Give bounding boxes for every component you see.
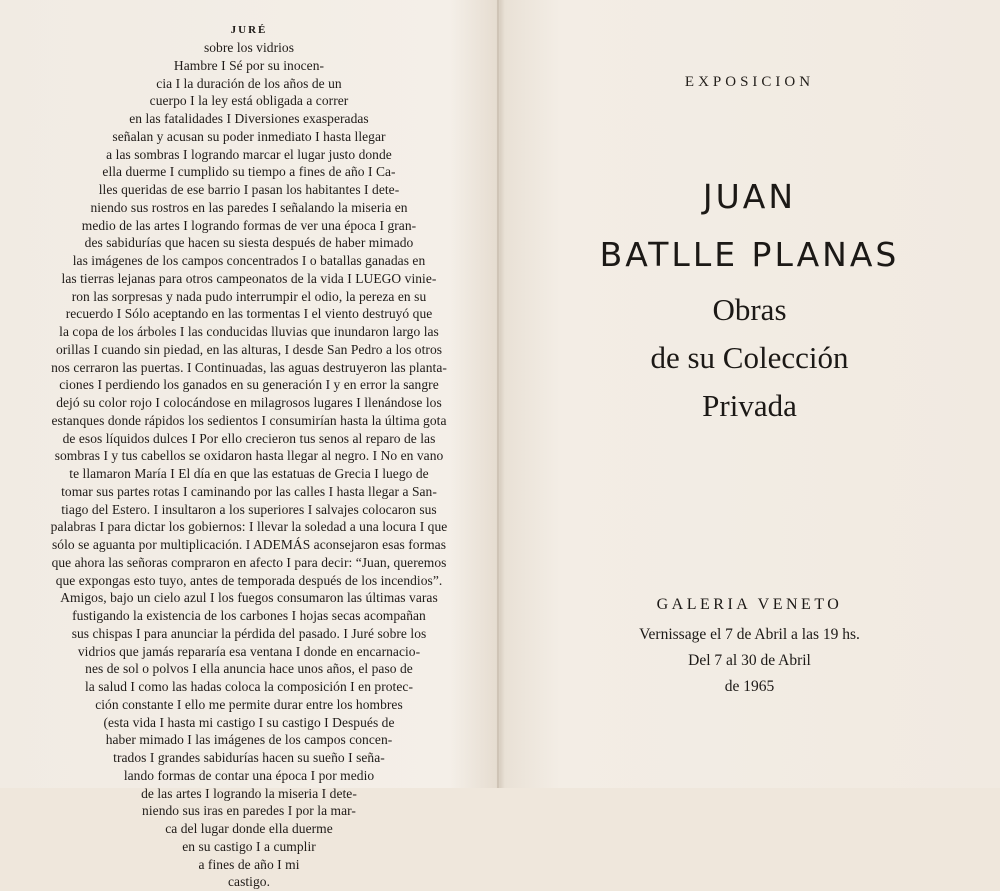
poem-line: lles queridas de ese barrio I pasan los habitantes I dete- bbox=[98, 182, 400, 197]
poem-line: que expongas esto tuyo, antes de temporada después de los incendios”. bbox=[55, 572, 443, 588]
poem-line: ron las sorpresas y nada pudo interrumpir el odio, la pereza en su bbox=[71, 288, 427, 304]
poem-line: te llamaron María I El día en que las estatuas de Grecia I luego de bbox=[69, 466, 429, 481]
poem-line: a fines de año I mi bbox=[198, 856, 300, 872]
poem-line: las imágenes de los campos concentrados I o batallas ganadas en bbox=[72, 253, 426, 268]
poem-line: ciones I perdiendo los ganados en su generación I y en error la sangre bbox=[59, 377, 439, 393]
poem-title: JURÉ bbox=[230, 24, 268, 36]
poem-line: lando formas de contar una época I por medio bbox=[123, 767, 375, 783]
poem-line: la copa de los árboles I las conducidas lluvias que inundaron largo las bbox=[59, 324, 439, 339]
artist-first-name: JUAN bbox=[702, 177, 797, 216]
poem-text-block bbox=[14, 22, 484, 891]
poem-line: ella duerme I cumplido su tiempo a fines de año I Ca- bbox=[102, 164, 396, 180]
event-details bbox=[499, 622, 1000, 700]
poem-line: en las fatalidades I Diversiones exasperadas bbox=[129, 111, 369, 126]
poem-line: (esta vida I hasta mi castigo I su castigo I Después de bbox=[103, 714, 395, 730]
exhibition-subtitle bbox=[499, 286, 1000, 430]
poem-line: sólo se aguanta por multiplicación. I ADEMÁS aconsejaron esas formas bbox=[51, 537, 447, 552]
poem-line: ca del lugar donde ella duerme bbox=[165, 821, 333, 836]
poem-line: de esos líquidos dulces I Por ello crecieron tus senos al reparo de las bbox=[62, 430, 436, 446]
poem-line: recuerdo I Sólo aceptando en las tormentas I el viento destruyó que bbox=[65, 306, 433, 322]
poem-line: estanques donde rápidos los sedientos I consumirían hasta la última gota bbox=[51, 412, 447, 428]
poem-line: niendo sus rostros en las paredes I señalando la miseria en bbox=[90, 199, 408, 215]
left-page bbox=[0, 0, 497, 890]
poem-line: niendo sus iras en paredes I por la mar- bbox=[142, 803, 356, 819]
poem-line: Amigos, bajo un cielo azul I los fuegos consumaron las últimas varas bbox=[60, 590, 438, 606]
poem-line: nos cerraron las puertas. I Continuadas, las aguas destruyeron las planta- bbox=[51, 359, 447, 375]
exhibition-dates: Del 7 al 30 de Abril bbox=[688, 652, 811, 669]
poem-line: sombras I y tus cabellos se oxidaron hasta llegar al negro. I No en vano bbox=[54, 448, 444, 464]
poem-line: sus chispas I para anunciar la pérdida del pasado. I Juré sobre los bbox=[71, 625, 427, 641]
artist-name bbox=[499, 168, 1000, 284]
poem-line: la salud I como las hadas coloca la composición I en protec- bbox=[84, 679, 413, 694]
poem-line: vidrios que jamás repararía esa ventana I donde en encarnacio- bbox=[77, 643, 421, 659]
poem-line: tiago del Estero. I insultaron a los superiores I salvajes colocaron sus bbox=[61, 501, 437, 517]
poem-line: sobre los vidrios bbox=[203, 40, 295, 55]
poem-line: ción constante I ello me permite durar entre los hombres bbox=[95, 696, 403, 712]
poem-line: orillas I cuando sin piedad, en las alturas, I desde San Pedro a los otros bbox=[55, 341, 443, 357]
poem-line: las tierras lejanas para otros campeonatos de la vida I LUEGO vinie- bbox=[61, 270, 437, 286]
poem-line: des sabidurías que hacen su siesta después de haber mimado bbox=[84, 235, 414, 251]
poem-line: nes de sol o polvos I ella anuncia hace unos años, el paso de bbox=[85, 661, 413, 677]
poem-line: cuerpo I la ley está obligada a correr bbox=[149, 93, 349, 109]
poem-line: señalan y acusan su poder inmediato I hasta llegar bbox=[112, 128, 386, 144]
poem-line: fustigando la existencia de los carbones I hojas secas acompañan bbox=[72, 608, 426, 623]
exhibition-year: de 1965 bbox=[724, 678, 775, 695]
poem-line: cia I la duración de los años de un bbox=[156, 75, 342, 91]
poem-line: trados I grandes sabidurías hacen su sueño I seña- bbox=[113, 750, 385, 765]
poem-line: dejó su color rojo I colocándose en milagrosos lugares I llenándose los bbox=[56, 395, 442, 410]
exhibition-heading: EXPOSICION bbox=[684, 74, 815, 90]
poem-line: que ahora las señoras compraron en afecto I para decir: “Juan, queremos bbox=[51, 554, 447, 570]
vernissage-info: Vernissage el 7 de Abril a las 19 hs. bbox=[639, 626, 860, 643]
subtitle-line-3: Privada bbox=[702, 388, 797, 423]
gallery-name: GALERIA VENETO bbox=[656, 596, 843, 613]
right-page-title bbox=[499, 0, 1000, 788]
subtitle-line-2: de su Colección bbox=[650, 340, 849, 375]
poem-line: de las artes I logrando la miseria I dete- bbox=[141, 785, 357, 801]
poem-line: en su castigo I a cumplir bbox=[182, 838, 316, 854]
poem-line: medio de las artes I logrando formas de ver una época I gran- bbox=[81, 217, 417, 233]
poem-line: tomar sus partes rotas I caminando por las calles I hasta llegar a San- bbox=[61, 483, 437, 499]
poem-line: palabras I para dictar los gobiernos: I llevar la soledad a una locura I que bbox=[50, 519, 448, 535]
poem-line: castigo. bbox=[227, 874, 270, 890]
poem-line: a las sombras I logrando marcar el lugar justo donde bbox=[106, 146, 392, 162]
artist-surname: BATLLE PLANAS bbox=[599, 235, 900, 274]
poem-line: haber mimado I las imágenes de los campos concen- bbox=[105, 732, 393, 748]
subtitle-line-1: Obras bbox=[712, 292, 787, 327]
poem-line: Hambre I Sé por su inocen- bbox=[173, 57, 325, 73]
